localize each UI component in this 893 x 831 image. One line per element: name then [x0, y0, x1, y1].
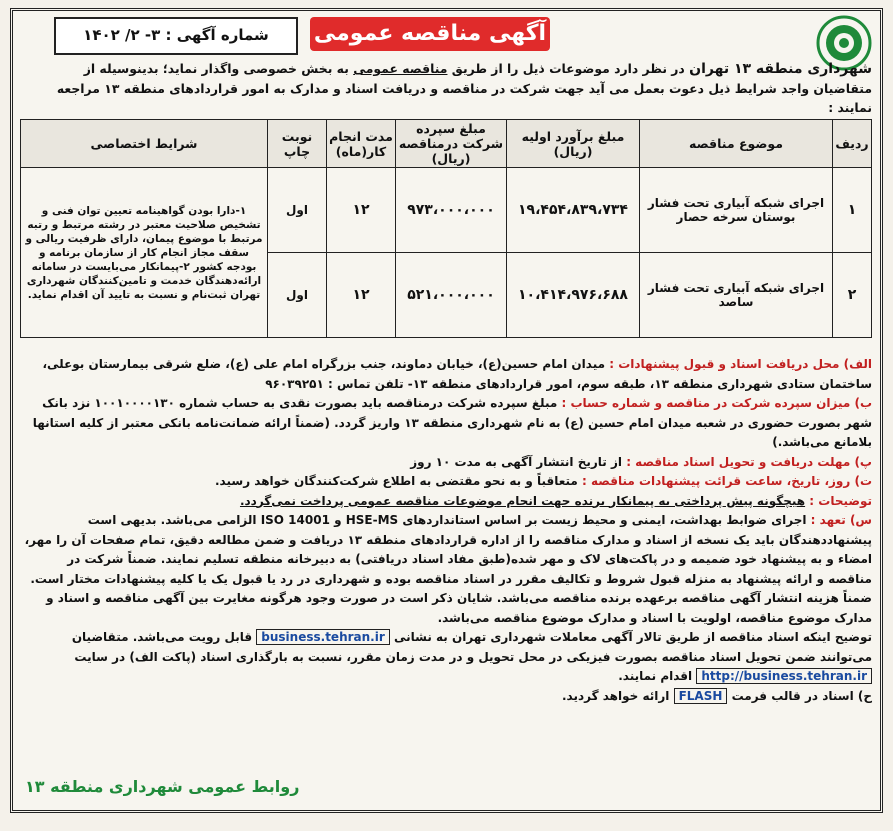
- col-conditions: شرایط اختصاصی: [21, 120, 268, 168]
- tender-notice: [10, 8, 883, 813]
- row-subject: اجرای شبکه آبیاری تحت فشار بوستان سرخه حصار: [640, 168, 833, 253]
- public-relations-footer: روابط عمومی شهرداری منطقه ۱۳: [25, 777, 300, 796]
- section-s-text: اجرای ضوابط بهداشت، ایمنی و محیط زیست بر اساس استانداردهای HSE-MS و ISO 14001 الزامی می‌باشد. بدیهی است پیشنهاددهندگان باید یک نسخه از اسناد و مدارک مناقصه را از اداره قراردادهای منطقه ۱۳ دریافت و ضمن مطالعه دقیق، تمام صفحات آن را مهر، امضاء و به پیشنهاد خود ضمیمه و در پاکت‌های لاک و مهر شده(طبق مفاد اسناد دریافتی) به دبیرخانه منطقه تسلیم نمایند. ضمناً شرکت در مناقصه و ارائه پیشنهاد به منزله قبول شروط و تکالیف مقرر در اسناد مناقصه بوده و شهرداری در رد یا قبول یک یا کلیه پیشنهادات مختار است.: [24, 513, 872, 586]
- row-duration: ۱۲: [327, 253, 396, 338]
- section-t: [21, 472, 872, 492]
- section-s-label: س) تعهد :: [810, 513, 872, 527]
- section-h-tail: ارائه خواهد گردید.: [561, 688, 670, 703]
- section-notes: [21, 492, 872, 512]
- row-subject: اجرای شبکه آبیاری تحت فشار ساصد: [640, 253, 833, 338]
- file-format: FLASH: [674, 688, 728, 704]
- intro-paragraph: [21, 59, 872, 117]
- section-t-text: متعاقباً و به نحو مقتضی به اطلاع شرکت‌کنندگان خواهد رسید.: [215, 474, 578, 488]
- section-h: [21, 687, 872, 707]
- section-web: [21, 628, 872, 687]
- section-a-text: میدان امام حسین(ع)، خیابان دماوند، جنب بزرگراه امام علی (ع)، ضلع شرقی بیمارستان بوعلی، ساختمان ستادی شهرداری منطقه ۱۳، طبقه سوم، امور قراردادهای منطقه ۱۳- تلفن تماس : ۹۶۰۳۹۲۵۱: [42, 357, 872, 391]
- row-number: ۱: [833, 168, 872, 253]
- section-a: [21, 355, 872, 394]
- col-estimate: مبلغ برآورد اولیه (ریال): [507, 120, 640, 168]
- row-duration: ۱۲: [327, 168, 396, 253]
- row-print: اول: [268, 253, 327, 338]
- section-s: [21, 511, 872, 628]
- col-duration: مدت انجام کار(ماه): [327, 120, 396, 168]
- business-site-url[interactable]: http://business.tehran.ir: [696, 668, 872, 684]
- col-subject: موضوع مناقصه: [640, 120, 833, 168]
- notice-body: [21, 355, 872, 706]
- col-deposit: مبلغ سپرده شرکت درمناقصه (ریال): [396, 120, 507, 168]
- special-conditions: ۱-دارا بودن گواهینامه تعیین توان فنی و تشخیص صلاحیت معتبر در رشته مرتبط و رتبه مرتبط با موضوع پیمان، دارای ظرفیت ریالی و سقف مجاز انجام کار از سازمان برنامه و بودجه کشور ۲-پیمانکار می‌بایست در سامانه ارائه‌دهندگان خدمت و تامین‌کنندگان شهرداری تهران ثبت‌نام و نسبت به تایید آن اقدام نماید.: [21, 168, 268, 338]
- intro-text-2: به بخش خصوصی واگذار نماید؛ بدینوسیله از متقاضیان واجد شرایط ذیل دعوت بعمل می آید جهت شرکت در مناقصه و دریافت اسناد و مدارک به امور قراردادهای منطقه ۱۳ مراجعه نمایند :: [56, 61, 872, 115]
- section-a-label: الف) محل دریافت اسناد و قبول پیشنهادات :: [609, 357, 872, 371]
- section-p-label: پ) مهلت دریافت و تحویل اسناد مناقصه :: [626, 454, 872, 469]
- tender-table: [20, 119, 872, 338]
- section-b: [21, 394, 872, 453]
- web-tail-2: اقدام نمایند.: [618, 669, 693, 683]
- col-row: ردیف: [833, 120, 872, 168]
- web-tail: قابل رویت می‌باشد. متقاضیان می‌توانند ضمن تحویل اسناد مناقصه بصورت فیزیکی در محل تحویل و در مدت زمان مقرر، نسبت به بارگذاری اسناد (پاکت الف) در سایت: [71, 630, 872, 664]
- section-b-label: ب) میزان سپرده شرکت در مناقصه و شماره حساب :: [561, 396, 872, 410]
- web-text: توضیح اینکه اسناد مناقصه از طریق تالار آگهی معاملات شهرداری تهران به نشانی: [393, 630, 872, 644]
- table-header-row: [21, 120, 872, 168]
- notes-text: هیچگونه پیش پرداختی به پیمانکار برنده جهت انجام موضوعات مناقصه عمومی پرداخت نمی‌گردد.: [239, 493, 806, 508]
- ad-number: شماره آگهی : ۳- ۲/ ۱۴۰۲: [54, 17, 298, 55]
- table-row: [21, 168, 872, 253]
- business-site-link[interactable]: business.tehran.ir: [256, 629, 389, 645]
- section-p: [21, 453, 872, 473]
- tender-type: مناقصه عمومی: [353, 61, 448, 76]
- row-estimate: ۱۹،۴۵۴،۸۳۹،۷۳۴: [507, 168, 640, 253]
- section-b-text: مبلغ سپرده شرکت درمناقصه باید بصورت نقدی به حساب شماره ۱۰۰۱۰۰۰۰۱۳۰ نزد بانک شهر بصورت حضوری در شعبه میدان امام حسین (ع) به نام شهرداری منطقه ۱۳ واریز گردد. (ضمناً ارائه ضمانت‌نامه بانکی معتبر از کلیه استانها بلامانع می‌باشد.): [32, 396, 872, 449]
- notice-title: آگهی مناقصه عمومی: [310, 17, 550, 51]
- row-number: ۲: [833, 253, 872, 338]
- section-p-text: از تاریخ انتشار آگهی به مدت ۱۰ روز: [410, 454, 622, 469]
- section-t-label: ت) روز، تاریخ، ساعت قرائت پیشنهادات مناقصه :: [582, 474, 872, 488]
- row-deposit: ۵۲۱،۰۰۰،۰۰۰: [396, 253, 507, 338]
- row-deposit: ۹۷۳،۰۰۰،۰۰۰: [396, 168, 507, 253]
- organization-name: شهرداری منطقه ۱۳ تهران: [689, 61, 872, 77]
- intro-text-1: در نظر دارد موضوعات ذیل را از طریق: [451, 61, 685, 76]
- row-estimate: ۱۰،۴۱۴،۹۷۶،۶۸۸: [507, 253, 640, 338]
- section-h-label: ح) اسناد در قالب فرمت: [731, 688, 872, 703]
- section-s-text-2: ضمناً هزینه انتشار آگهی مناقصه برعهده برنده مناقصه می‌باشد. شایان ذکر است در صورت وجود هرگونه مغایرت بین آگهی مناقصه و اسناد و مدارک موضوع مناقصه، اولویت با اسناد و مدارک موضوع مناقصه می‌باشد.: [46, 591, 872, 625]
- col-print: نوبت چاپ: [268, 120, 327, 168]
- notes-label: توضیحات :: [809, 493, 872, 508]
- row-print: اول: [268, 168, 327, 253]
